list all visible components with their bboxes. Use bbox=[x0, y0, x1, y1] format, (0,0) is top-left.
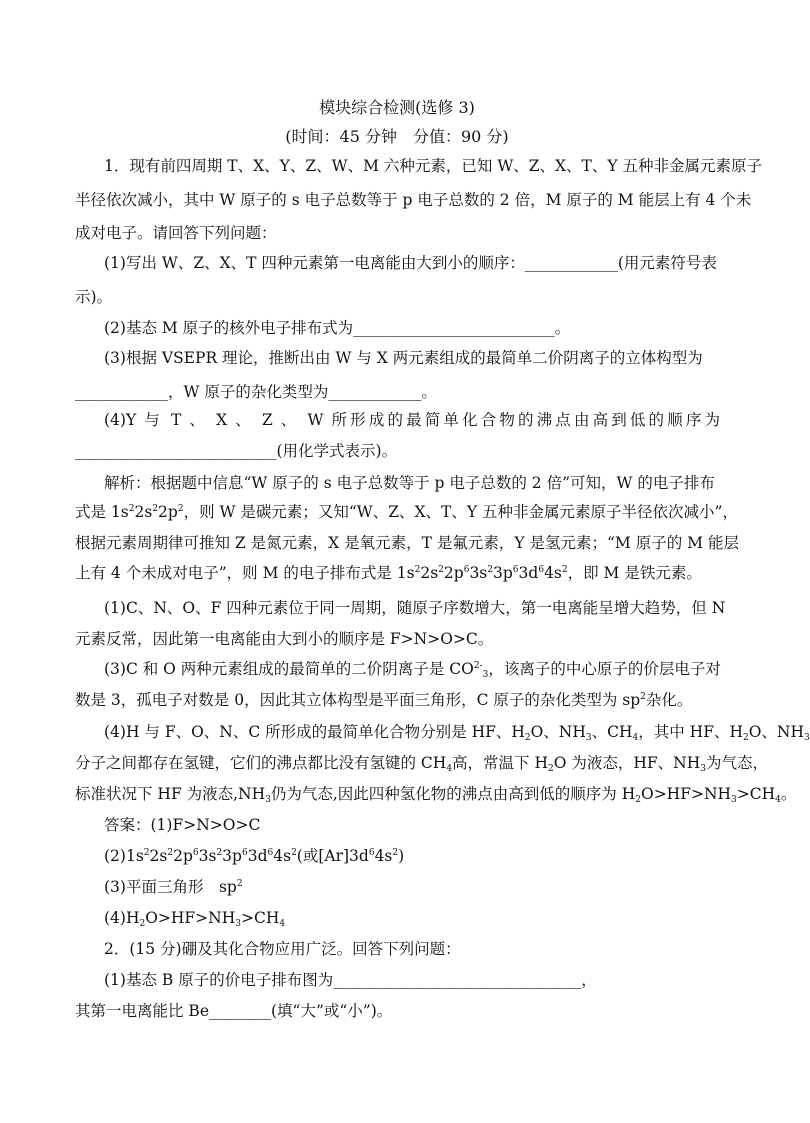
answer-line-2: $(2)1s^22s^22p^63s^23p^63d^64s^2$(或$[Ar]3d^64s^2$) bbox=[104, 847, 405, 865]
q1-part1-line-1: (1)写出 W、Z、X、T 四种元素第一电离能由大到小的顺序：____________(用元素符号表 bbox=[104, 254, 717, 272]
analysis-line-2: 式是 $1s^22s^22p^2$，则 W 是碳元素；又知“W、Z、X、T、Y 五种非金属元素原子半径依次减小”， bbox=[75, 503, 738, 521]
answer-line-1: 答案：(1)F>N>O>C bbox=[104, 816, 261, 834]
answer-line-3: (3)平面三角形 $sp^2$ bbox=[104, 878, 243, 896]
q2-part1-line-2: 其第一电离能比 Be________(填“大”或“小”)。 bbox=[75, 1002, 393, 1020]
analysis-part4-line-3: 标准状况下 HF 为液态$,NH_3$仍为气态,因此四种氢化物的沸点由高到低的顺序为 $H_2O>HF>NH_3>CH_4$。 bbox=[75, 785, 797, 805]
q1-part2: (2)基态 M 原子的核外电子排布式为__________________________。 bbox=[104, 319, 571, 337]
analysis-part1-line-2: 元素反常，因此第一电离能由大到小的顺序是 F>N>O>C。 bbox=[75, 630, 494, 648]
q1-part3-line-1: (3)根据 VSEPR 理论，推断出由 W 与 X 两元素组成的最简单二价阴离子的立体构型为 bbox=[104, 349, 703, 367]
analysis-part3-line-1: (3)C 和 O 两种元素组成的最简单的二价阴离子是 $CO^{2-}_3$，该离子的中心原子的价层电子对 bbox=[104, 660, 721, 680]
q1-part3-line-2: ____________，W 原子的杂化类型为____________。 bbox=[75, 383, 437, 401]
q1-part4-line-2: __________________________(用化学式表示)。 bbox=[75, 442, 398, 460]
document-subtitle: (时间：45 分钟 分值：90 分) bbox=[285, 127, 509, 146]
analysis-line-3: 根据元素周期律可推知 Z 是氮元素，X 是氧元素，T 是氟元素，Y 是氢元素；“M 原子的 M 能层 bbox=[75, 534, 739, 552]
q2-part1-line-1: (1)基态 B 原子的价电子排布图为________________________________， bbox=[104, 971, 597, 989]
document-title: 模块综合检测(选修 3) bbox=[319, 98, 475, 117]
analysis-line-1: 解析：根据题中信息“W 原子的 s 电子总数等于 p 电子总数的 2 倍”可知，W 的电子排布 bbox=[104, 474, 715, 492]
analysis-part1-line-1: (1)C、N、O、F 四种元素位于同一周期，随原子序数增大，第一电离能呈增大趋势，但 N bbox=[104, 599, 726, 617]
q1-part1-line-2: 示)。 bbox=[75, 288, 113, 306]
q2-line-1: 2．(15 分)硼及其化合物应用广泛。回答下列问题： bbox=[104, 940, 461, 958]
analysis-part3-line-2: 数是 3，孤电子对数是 0，因此其立体构型是平面三角形，C 原子的杂化类型为 $sp^2$杂化。 bbox=[75, 691, 693, 709]
q1-line-1: 1．现有前四周期 T、X、Y、Z、W、M 六种元素，已知 W、Z、X、T、Y 五种非金属元素原子 bbox=[104, 157, 763, 175]
q1-line-3: 成对电子。请回答下列问题： bbox=[75, 224, 277, 242]
q1-part4-line-1: (4)Y 与 T 、 X 、 Z 、 W 所形成的最简单化合物的沸点由高到低的顺序为 bbox=[104, 411, 720, 429]
answer-line-4: $(4)H_2O>HF>NH_3>CH_4$ bbox=[104, 909, 286, 929]
q1-line-2: 半径依次减小，其中 W 原子的 s 电子总数等于 p 电子总数的 2 倍，M 原子的 M 能层上有 4 个未 bbox=[75, 191, 752, 209]
analysis-part4-line-2: 分子之间都存在氢键，它们的沸点都比没有氢键的 $CH_4$高，常温下 $H_2O$ 为液态，HF、$NH_3$为气态， bbox=[75, 754, 768, 774]
analysis-part4-line-1: (4)H 与 F、O、N、C 所形成的最简单化合物分别是 HF、$H_2O$、$NH_3$、$CH_4$，其中 HF、$H_2O$、$NH_3$ bbox=[104, 723, 810, 743]
analysis-line-4: 上有 4 个未成对电子”，则 M 的电子排布式是 $1s^22s^22p^63s^23p^63d^64s^2$，即 M 是铁元素。 bbox=[75, 564, 702, 582]
